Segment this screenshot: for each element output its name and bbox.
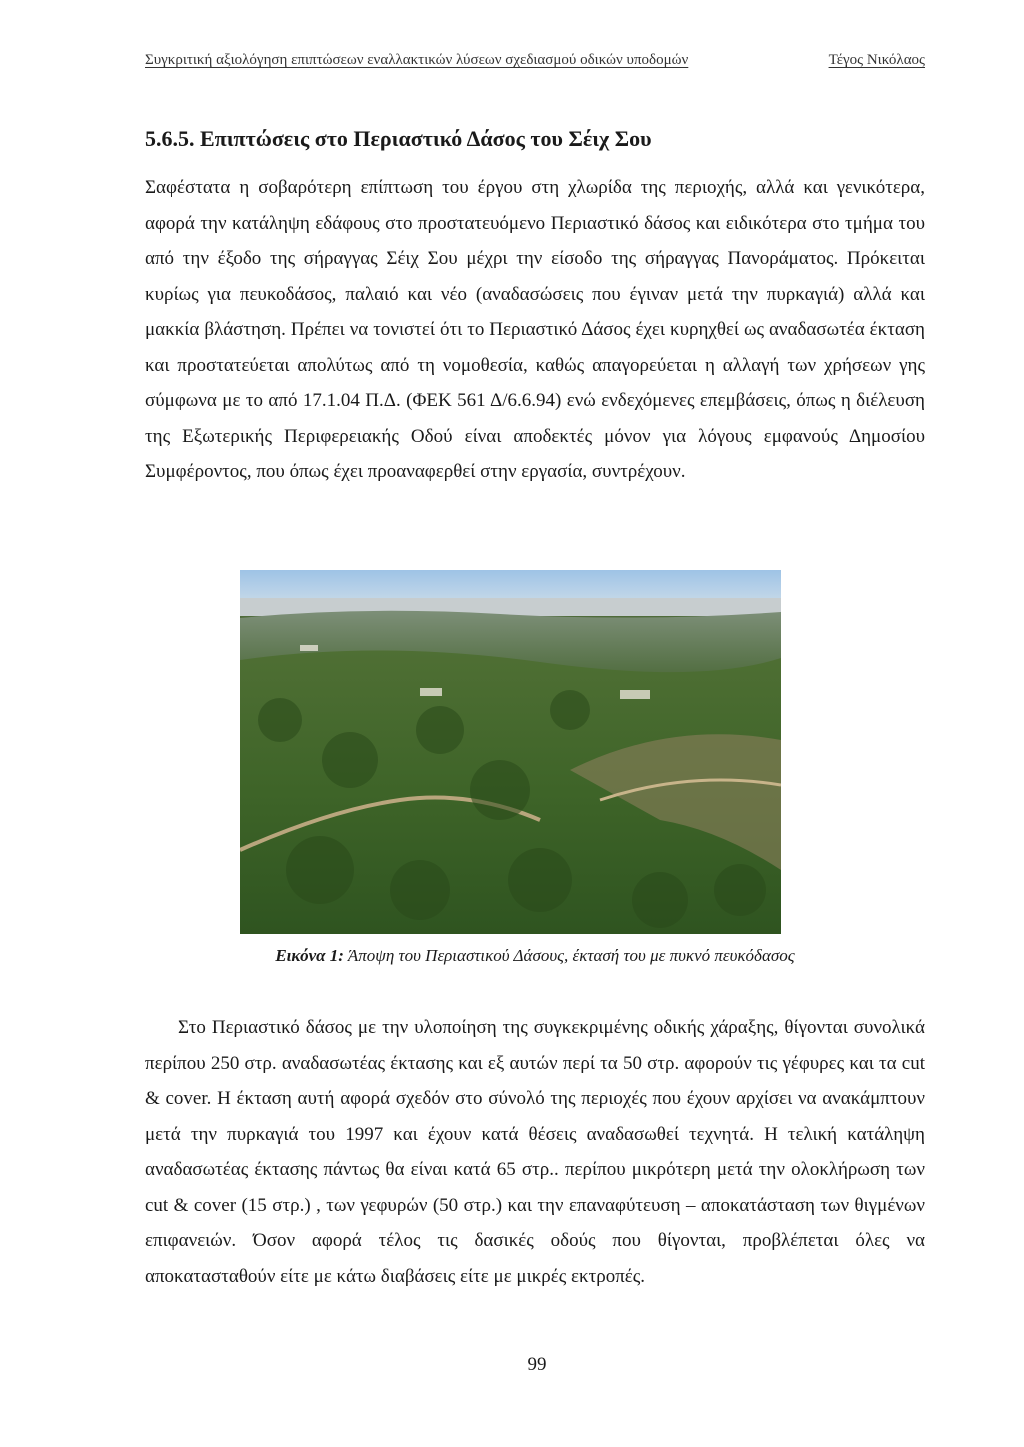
figure-caption-text: Άποψη του Περιαστικού Δάσους, έκτασή του με πυκνό πευκόδασος	[347, 946, 795, 965]
running-header	[145, 52, 925, 69]
figure-label: Εικόνα 1:	[275, 946, 344, 965]
body-paragraph-2: Στο Περιαστικό δάσος με την υλοποίηση της συγκεκριμένης οδικής χάραξης, θίγονται συνολικά περίπου 250 στρ. αναδασωτέας έκτασης και εξ αυτών περί τα 50 στρ. αφορούν τις γέφυρες και τα cut & cover. Η έκταση αυτή αφορά σχεδόν στο σύνολό της περιοχές που έχουν αρχίσει να ανακάμπτουν μετά την πυρκαγιά του 1997 και έχουν κατά θέσεις αναδασωθεί τεχνητά. Η τελική κατάληψη αναδασωτέας έκτασης πάντως θα είναι κατά 65 στρ.. περίπου μικρότερη μετά την ολοκλήρωση των cut & cover (15 στρ.) , των γεφυρών (50 στρ.) και την επαναφύτευση – αποκατάσταση των θιγμένων επιφανειών. Όσον αφορά τέλος τις δασικές οδούς που θίγονται, προβλέπεται όλες να αποκατασταθούν είτε με κάτω διαβάσεις είτε με μικρές εκτροπές.	[145, 1017, 925, 1287]
section-title: 5.6.5. Επιπτώσεις στο Περιαστικό Δάσος του Σέιχ Σου	[145, 126, 652, 151]
header-author: Τέγος Νικόλαος	[828, 52, 925, 68]
header-title: Συγκριτική αξιολόγηση επιπτώσεων εναλλακτικών λύσεων σχεδιασμού οδικών υποδομών	[145, 52, 689, 68]
figure-caption	[145, 946, 925, 966]
page-number: 99	[527, 1354, 547, 1375]
forest-photo	[240, 570, 781, 934]
body-paragraph-1: Σαφέστατα η σοβαρότερη επίπτωση του έργου στη χλωρίδα της περιοχής, αλλά και γενικότερα, αφορά την κατάληψη εδάφους στο προστατευόμενο Περιαστικό δάσος και ειδικότερα στο τμήμα του από την έξοδο της σήραγγας Σέιχ Σου μέχρι την είσοδο της σήραγγας Πανοράματος. Πρόκειται κυρίως για πευκοδάσος, παλαιό και νέο (αναδασώσεις που έγιναν μετά την πυρκαγιά) αλλά και μακκία βλάστηση. Πρέπει να τονιστεί ότι το Περιαστικό Δάσος έχει κυρηχθεί ως αναδασωτέα έκταση και προστατεύεται απολύτως από τη νομοθεσία, καθώς απαγορεύεται η αλλαγή των χρήσεων γης σύμφωνα με το από 17.1.04 Π.Δ. (ΦΕΚ 561 Δ/6.6.94) ενώ ενδεχόμενες επεμβάσεις, όπως η διέλευση της Εξωτερικής Περιφερειακής Οδού είναι αποδεκτές μόνον για λόγους εμφανούς Δημοσίου Συμφέροντος, που όπως έχει προαναφερθεί στην εργασία, συντρέχουν.	[145, 177, 925, 482]
